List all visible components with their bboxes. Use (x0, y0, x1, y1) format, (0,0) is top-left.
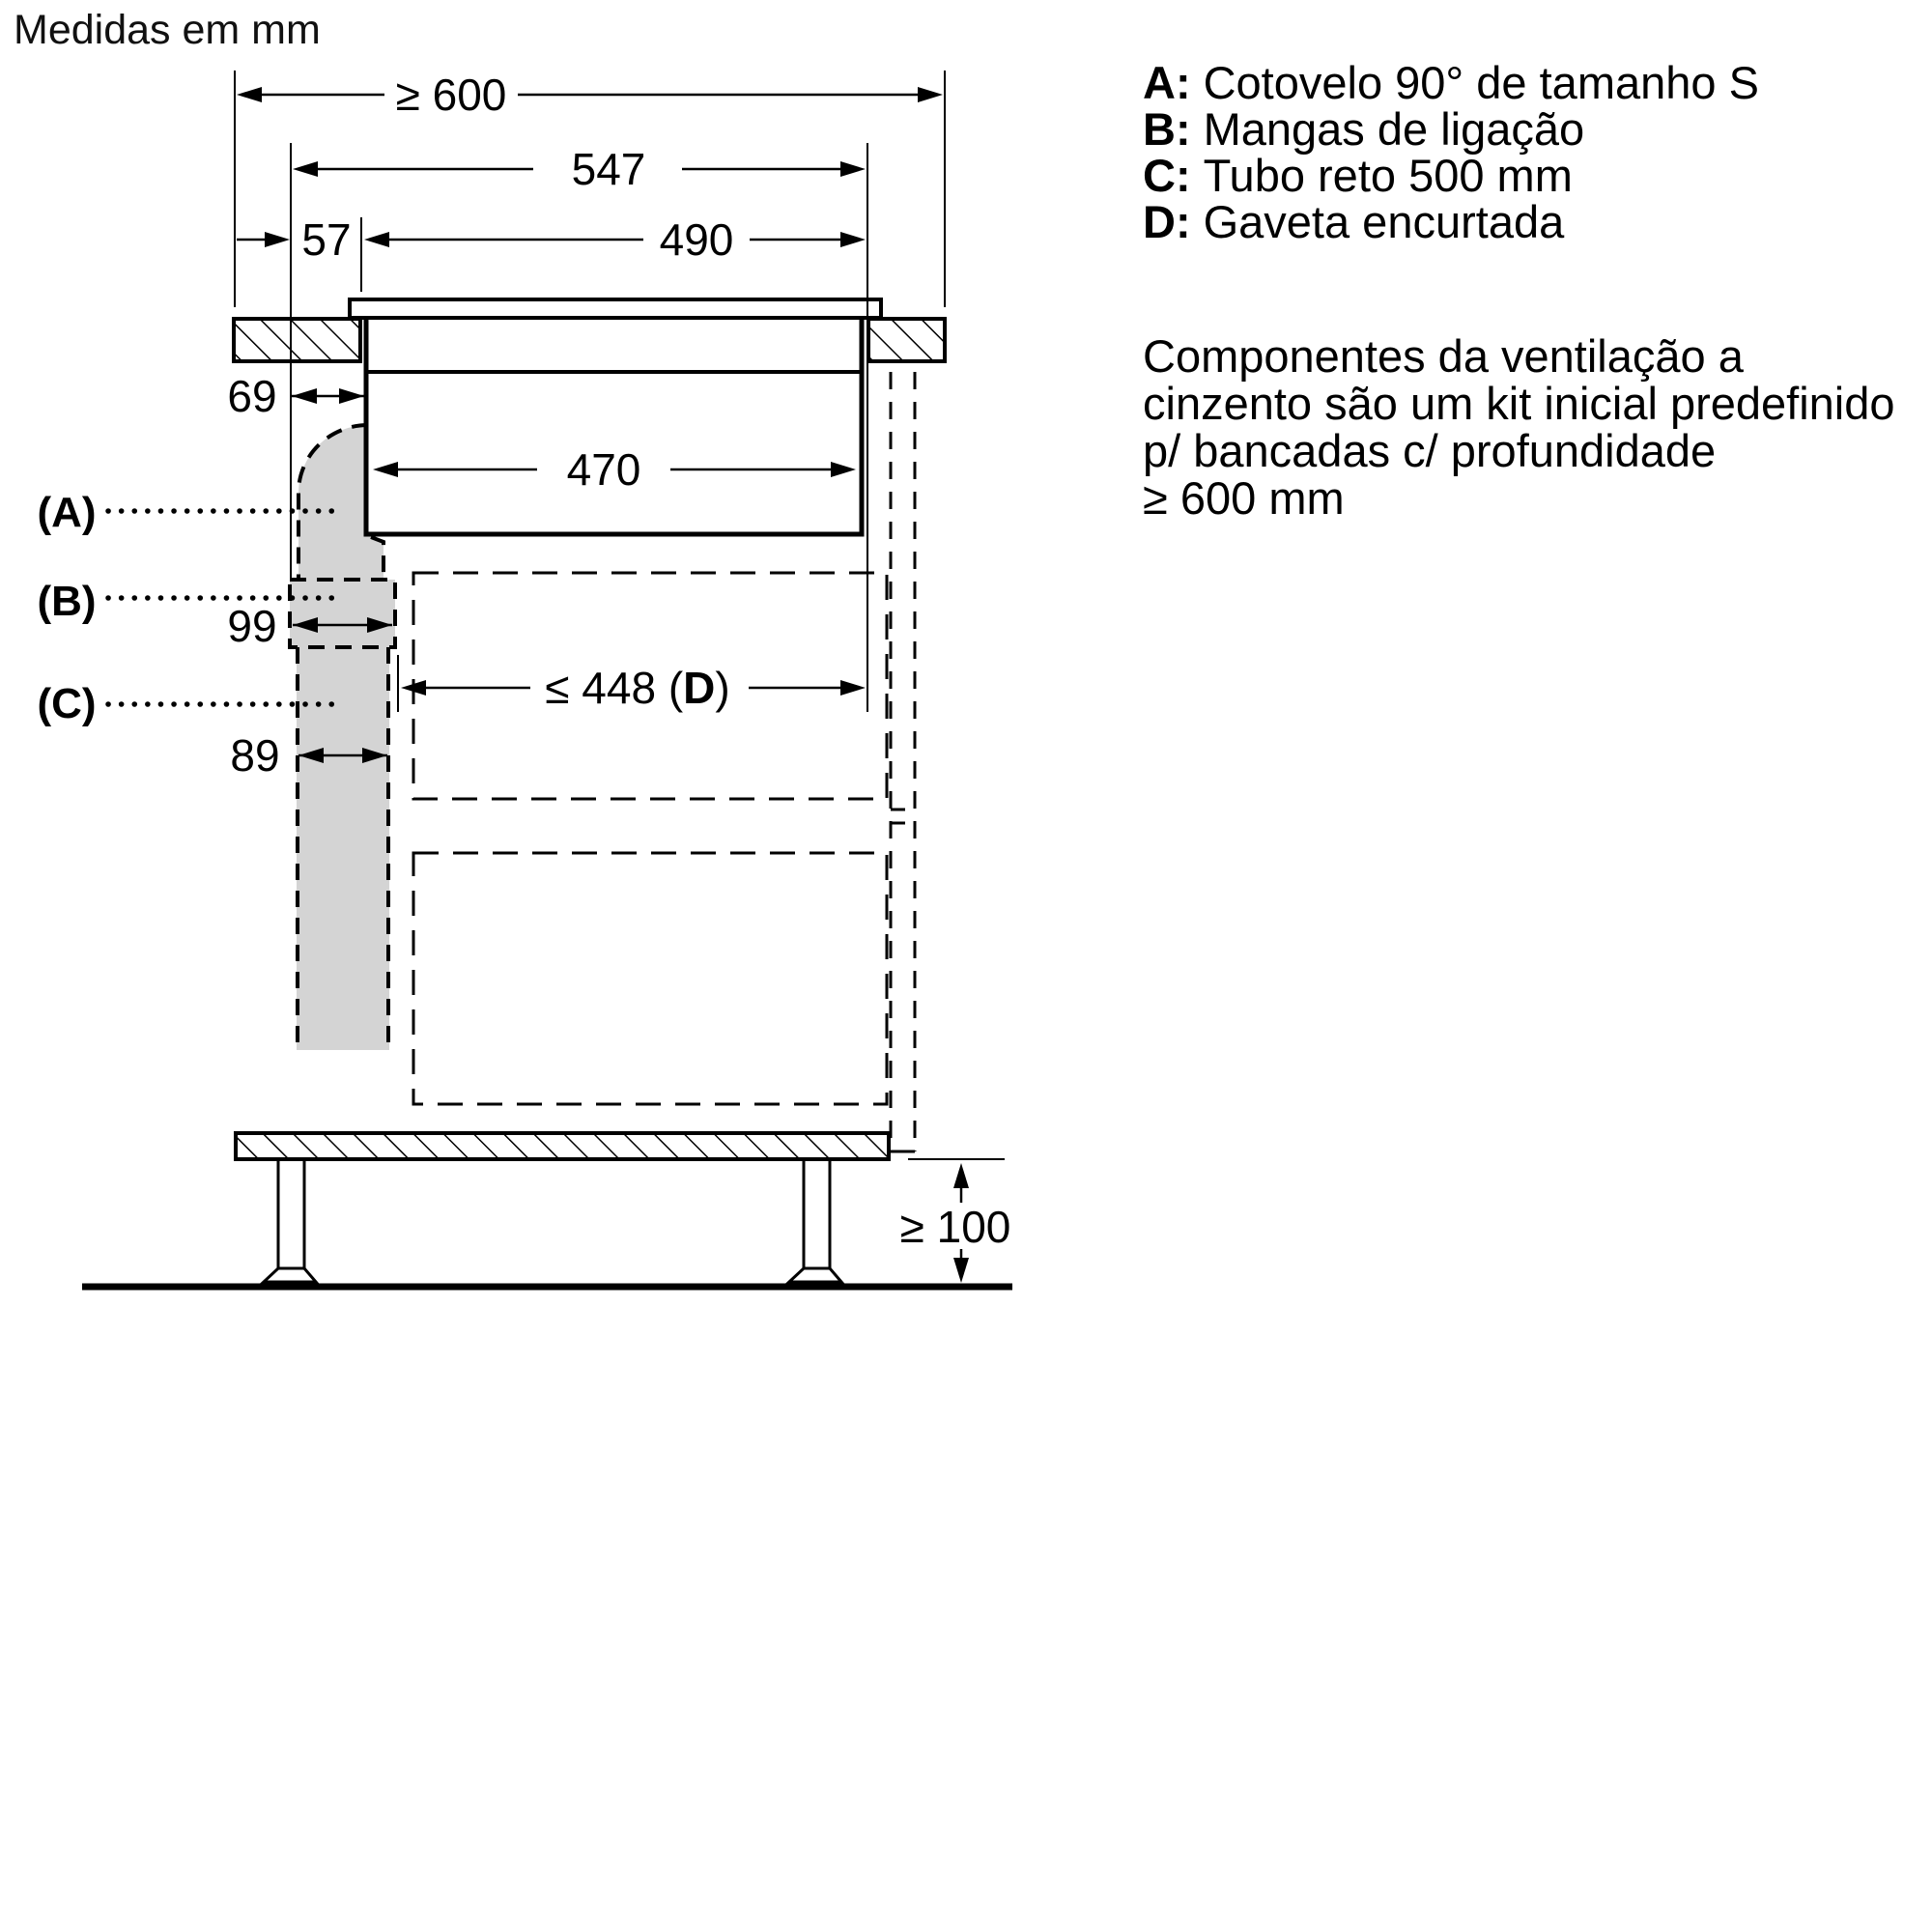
dim-470-label: 470 (566, 444, 641, 495)
legend-item-a (1143, 57, 1759, 108)
cabinet-bottom-shelf (236, 1133, 889, 1159)
legend-key-b: B: (1143, 103, 1191, 155)
dimension-69 (227, 371, 364, 421)
dimension-547 (293, 144, 866, 194)
dimension-worktop-depth (237, 70, 943, 120)
dimension-448 (401, 663, 866, 713)
hob-body (366, 309, 862, 534)
note-line-3: p/ bancadas c/ profundidade (1143, 425, 1717, 476)
dim-57-label: 57 (301, 214, 352, 265)
legend-key-a: A: (1143, 57, 1191, 108)
callout-c: (C) (37, 680, 97, 727)
dim-worktop-depth-label: ≥ 600 (395, 70, 507, 120)
lower-cabinet-box (413, 853, 887, 1104)
legend-label-d: Gaveta encurtada (1203, 196, 1565, 247)
dim-547-label: 547 (571, 144, 646, 194)
page-title: Medidas em mm (14, 7, 321, 53)
note-line-4: ≥ 600 mm (1143, 472, 1345, 524)
dimension-490 (364, 214, 866, 265)
dimension-57 (237, 214, 352, 265)
dim-100-label: ≥ 100 (899, 1202, 1011, 1252)
worktop-section-left (234, 319, 360, 361)
legend-label-c: Tubo reto 500 mm (1203, 150, 1573, 201)
tube-fill (297, 647, 389, 1050)
legend (1143, 57, 1759, 247)
callout-b: (B) (37, 578, 97, 625)
legend-label-a: Cotovelo 90° de tamanho S (1203, 57, 1759, 108)
dimension-floor-clearance (900, 1163, 1011, 1283)
dim-490-label: 490 (659, 214, 734, 265)
legend-key-d: D: (1143, 196, 1191, 247)
legend-item-c (1143, 150, 1759, 201)
vent-kit-note (1143, 332, 1895, 522)
dim-99-label: 99 (227, 601, 277, 651)
note-line-2: cinzento são um kit inicial predefinido (1143, 378, 1895, 429)
cabinet-back-channel (891, 372, 915, 1151)
dim-89-label: 89 (230, 730, 280, 781)
note-line-1: Componentes da ventilação a (1143, 330, 1744, 382)
worktop-section-right (868, 319, 945, 361)
sleeve-b (290, 580, 395, 647)
legend-item-d (1143, 196, 1759, 247)
dim-69-label: 69 (227, 371, 277, 421)
hob-top-plate (350, 299, 881, 318)
legend-key-c: C: (1143, 150, 1191, 201)
cabinet-legs (264, 1159, 841, 1282)
dim-448-label: ≤ 448 (D) (545, 663, 730, 713)
callout-a: (A) (37, 489, 97, 536)
legend-label-b: Mangas de ligação (1203, 103, 1585, 155)
legend-item-b (1143, 103, 1759, 155)
